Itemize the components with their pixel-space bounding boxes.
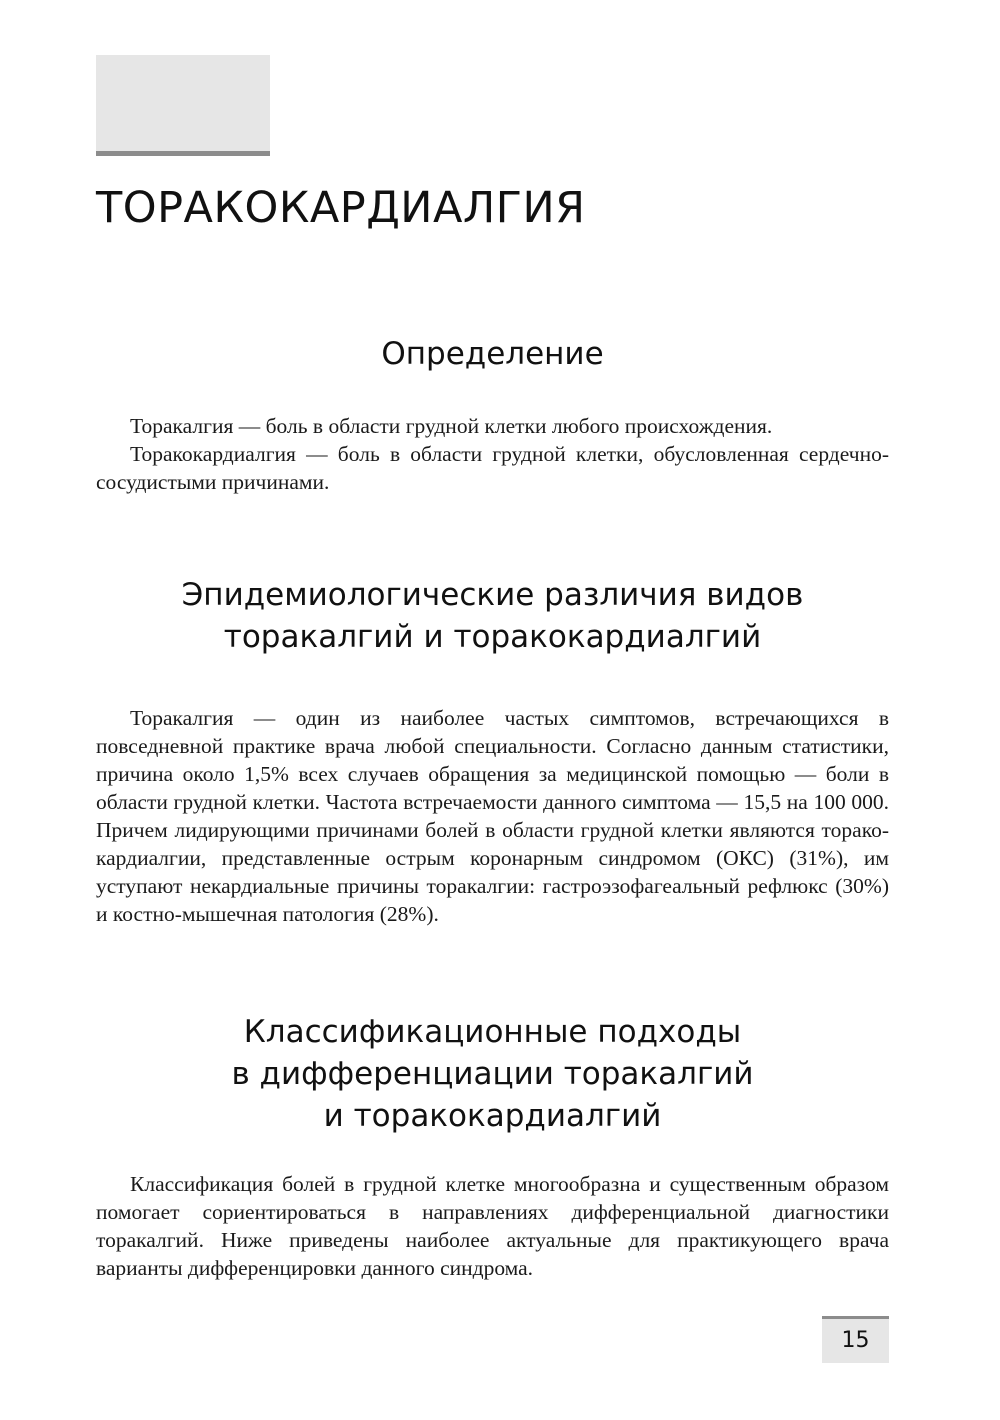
chapter-corner-rule xyxy=(96,151,270,156)
heading-line: торакалгий и торакокардиалгий xyxy=(223,619,762,655)
section-body-epidemiology xyxy=(96,704,889,928)
section-heading-definition xyxy=(96,333,889,375)
heading-line: Классификационные подходы xyxy=(243,1014,742,1050)
heading-line: в дифференциации торакалгий xyxy=(231,1056,754,1092)
section-body-definition xyxy=(96,412,889,496)
paragraph: Торакалгия — один из наиболее частых симптомов, встречающихся в повседневной практике врача любой специальности. Согласно данным статистики, причина около 1,5% всех случаев обращения за медицинской помощью — боли в области грудной клетки. Частота встречаемости данного симптома — 15,5 на 100 000. Причем лидирующими причинами болей в области грудной клетки являются торакокардиалгии, представленные острым коронарным синдромом (ОКС) (31%), им уступают некардиальные причины торакалгии: гастроэзофагеальный рефлюкс (30%) и костно-мышечная патология (28%). xyxy=(96,706,889,926)
chapter-title: ТОРАКОКАРДИАЛГИЯ xyxy=(96,183,586,233)
paragraph: Торакалгия — боль в области грудной клетки любого происхождения. xyxy=(130,414,773,438)
section-heading-epidemiology xyxy=(96,574,889,658)
section-heading-classification xyxy=(96,1011,889,1137)
heading-line: Определение xyxy=(381,336,604,372)
section-body-classification xyxy=(96,1170,889,1282)
paragraph: Классификация болей в грудной клетке многообразна и существенным образом помогает сориентироваться в направлениях дифференциальной диагностики торакалгий. Ниже приведены наиболее актуальные для практикующего врача варианты дифференцировки данного синдрома. xyxy=(96,1172,889,1280)
chapter-corner-block xyxy=(96,55,270,151)
paragraph: Торакокардиалгия — боль в области грудной клетки, обусловленная сердечно-сосудистыми причинами. xyxy=(96,442,889,494)
page-number: 15 xyxy=(822,1319,889,1363)
heading-line: и торакокардиалгий xyxy=(323,1098,662,1134)
heading-line: Эпидемиологические различия видов xyxy=(181,577,804,613)
